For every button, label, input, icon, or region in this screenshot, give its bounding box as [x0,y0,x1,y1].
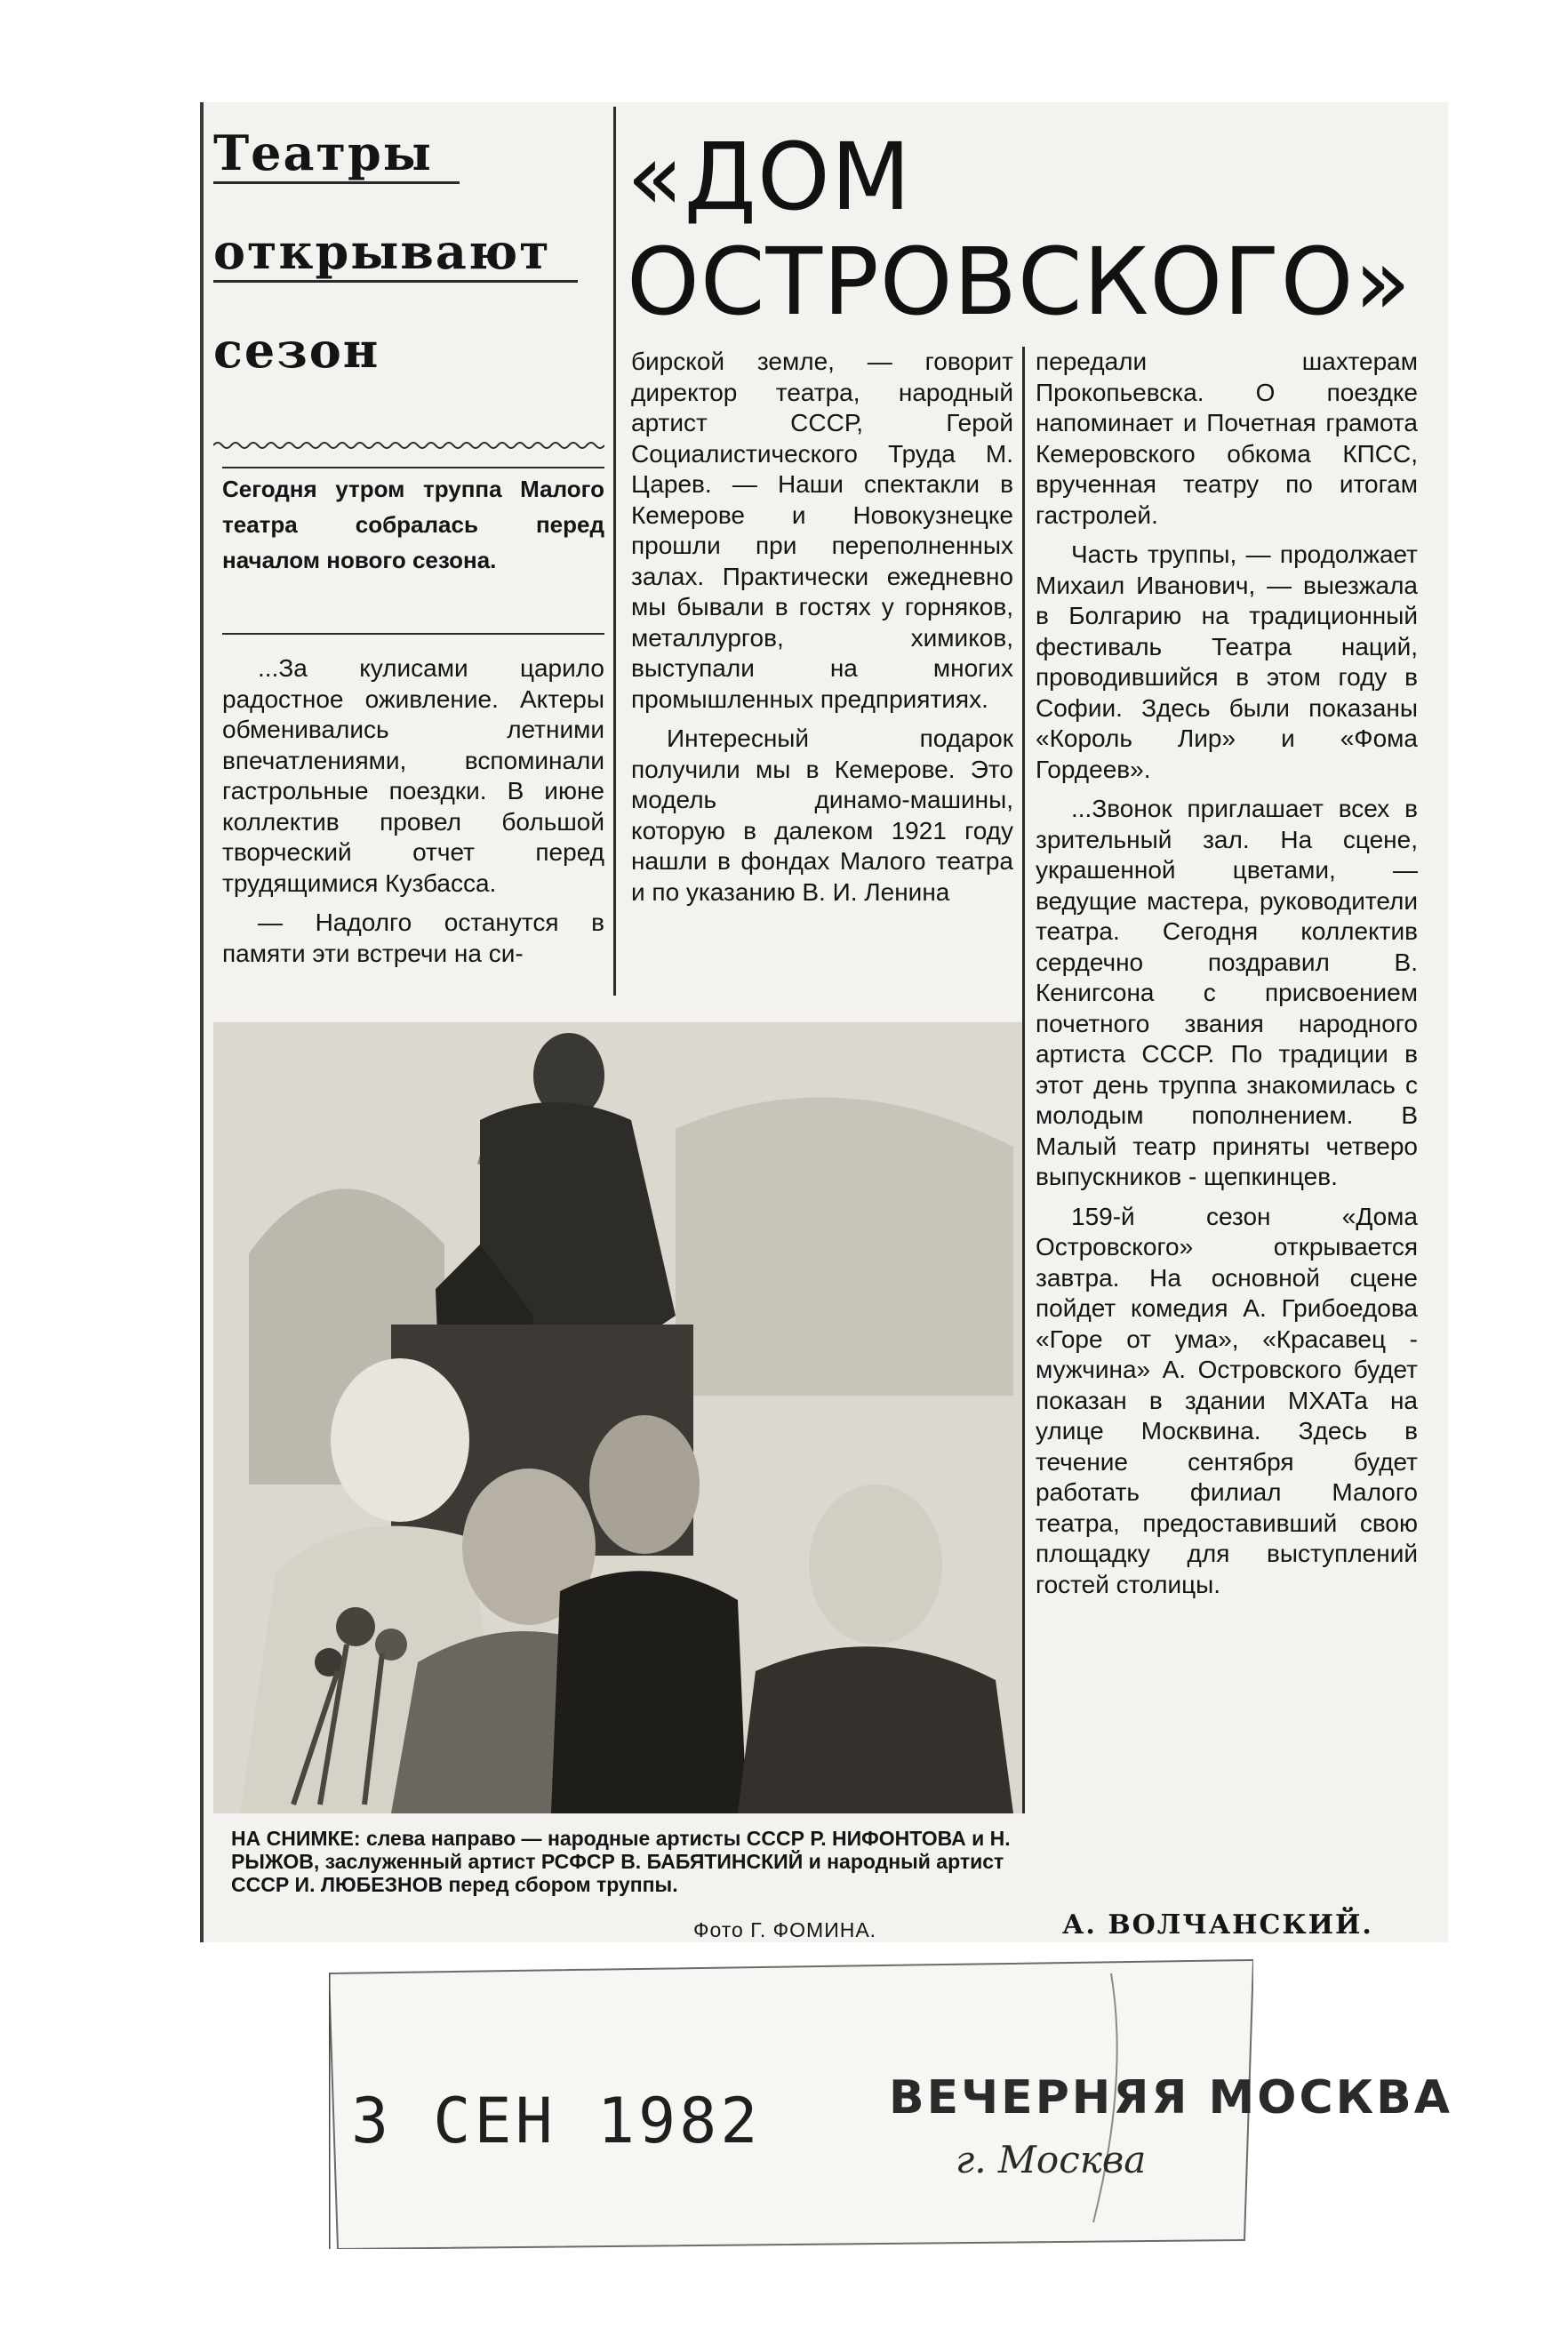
author-signature: А. ВОЛЧАНСКИЙ. [1062,1909,1373,1941]
stamp-city: г. Москва [956,2138,1147,2181]
col3-paragraph-3: ...Звонок приглашает всех в зрительный зал. На сцене, украшенной цветами, — ведущие мастера, руководители театра. Сегодня коллектив сердечно поздравил В. Кенигсона с присвоением почетного звания народного артиста СССР. По традиции в этот день труппа знакомилась с молодым пополнением. В Малый театр приняты четверо выпускников - щепкинцев. [1036,795,1418,1190]
headline-line-1: «ДОМ [627,123,912,231]
rubric-block [213,124,587,418]
stamp-date: 3 СЕН 1982 [351,2085,762,2157]
rule-rubric-right [613,107,616,996]
group-photo [213,1022,1022,1813]
rubric-line-3: сезон [213,322,380,379]
headline-line-2: ОСТРОВСКОГО» [627,228,1412,336]
headline [627,124,1427,334]
stamp-newspaper-name: ВЕЧЕРНЯЯ МОСКВА [889,2071,1453,2125]
lead-paragraph: Сегодня утром труппа Малого театра собралась перед началом нового сезона. [222,476,604,573]
col3-paragraph-2: Часть труппы, — продолжает Михаил Иванович, — выезжала в Болгарию на традиционный фестиваль Театра наций, проводившийся в этом году в Софии. Здесь были показаны «Король Лир» и «Фома Гордеев». [1036,540,1418,783]
col2-paragraph-2: Интересный подарок получили мы в Кемерове. Это модель динамо-машины, которую в далеком 1921 году нашли в фондах Малого театра и по указанию В. И. Ленина [631,724,1013,906]
article-column-2 [631,347,1013,908]
col1-paragraph-1: ...За кулисами царило радостное оживление. Актеры обменивались летними впечатлениями, вспоминали гастрольные поездки. В июне коллектив провел большой творческий отчет перед трудящимися Кузбасса. [222,654,604,897]
col3-paragraph-1: передали шахтерам Прокопьевска. О поездке напоминает и Почетная грамота Кемеровского обкома КПСС, врученная театру по итогам гастролей. [1036,348,1418,529]
rubric-line-2: открывают [213,223,578,283]
photo-credit: Фото Г. ФОМИНА. [693,1918,877,1941]
col3-paragraph-4: 159-й сезон «Дома Островского» открывается завтра. На основной сцене пойдет комедия А. Грибоедова «Горе от ума», «Красавец - мужчина» А. Островского будет показан в здании МХАТа на улице Москвина. Здесь в течение сентября будет работать филиал Малого театра, предоставивший свою площадку для выступлений гостей столицы. [1036,1202,1418,1598]
photo-caption: НА СНИМКЕ: слева направо — народные артисты СССР Р. НИФОНТОВА и Н. РЫЖОВ, заслуженный артист РСФСР В. БАБЯТИНСКИЙ и народный артист СССР И. ЛЮБЕЗНОВ перед сбором труппы. [231,1827,1011,1896]
col1-paragraph-2: — Надолго останутся в памяти эти встречи на си- [222,908,604,967]
rubric-line-1: Театры [213,124,460,184]
article-column-3 [1036,347,1418,1600]
lead-rule-top [222,467,604,468]
article-column-1 [222,653,604,969]
wavy-divider [213,440,604,451]
col2-paragraph-1: бирской земле, — говорит директор театра, народный артист СССР, Герой Социалистического Труда М. Царев. — Наши спектакли в Кемерове и Новокузнецке прошли при переполненных залах. Практически ежедневно мы бывали в гостях у горняков, металлургов, химиков, выступали на многих промышленных предприятиях. [631,348,1013,713]
rule-col2-right [1022,347,1025,1813]
lead-rule-bottom [222,633,604,635]
